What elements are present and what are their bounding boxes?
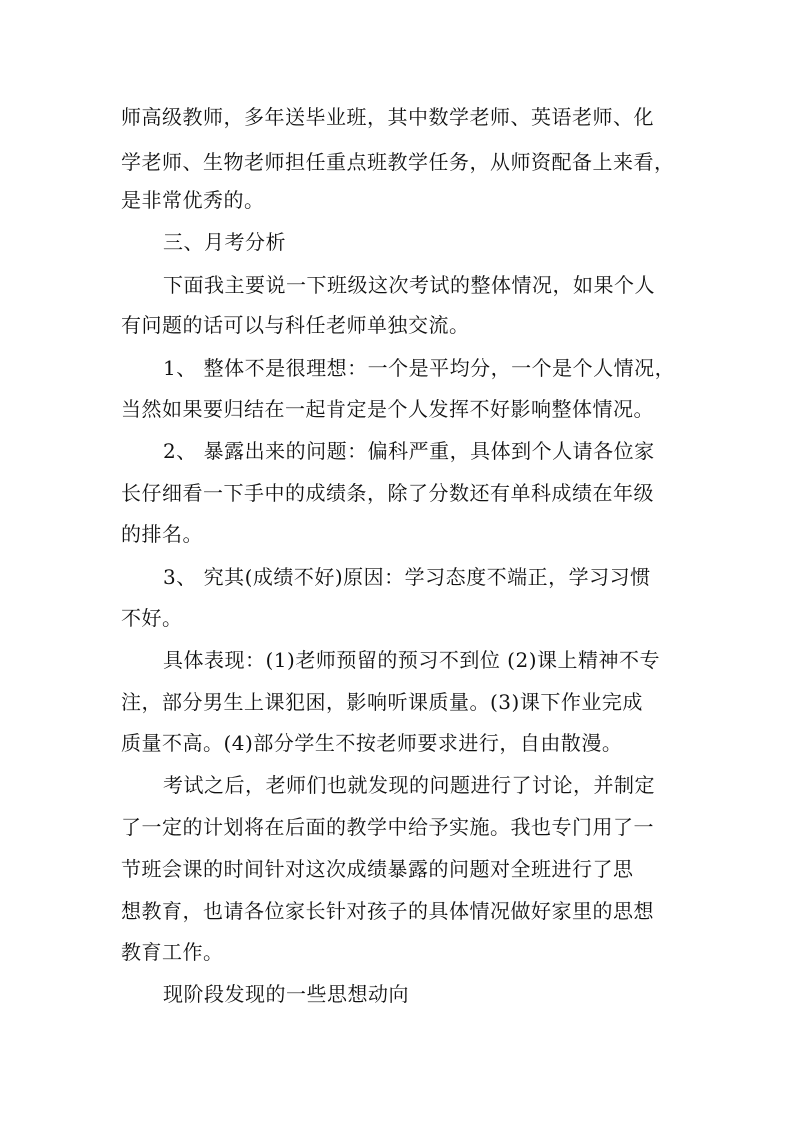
text-line: 长仔细看一下手中的成绩条，除了分数还有单科成绩在年级: [121, 481, 654, 505]
text-line: 注，部分男生上课犯困，影响听课质量。(3)课下作业完成: [121, 690, 643, 714]
list-item: 3、 究其(成绩不好)原因：学习态度不端正，学习习惯: [163, 565, 651, 589]
text-line: 质量不高。(4)部分学生不按老师要求进行，自由散漫。: [121, 731, 623, 755]
list-item: 2、 暴露出来的问题：偏科严重，具体到个人请各位家: [163, 439, 655, 463]
text-line: 学老师、生物老师担任重点班教学任务，从师资配备上来看，: [121, 150, 675, 174]
text-line: 是非常优秀的。: [121, 188, 265, 212]
text-line: 教育工作。: [121, 940, 224, 964]
text-line: 考试之后，老师们也就发现的问题进行了讨论，并制定: [163, 773, 655, 797]
text-line: 不好。: [121, 606, 183, 630]
section-heading: 三、月考分析: [163, 230, 286, 254]
text-line: 现阶段发现的一些思想动向: [163, 982, 409, 1006]
list-item: 1、 整体不是很理想：一个是平均分，一个是个人情况，: [163, 356, 676, 380]
text-line: 具体表现：(1)老师预留的预习不到位 (2)课上精神不专: [163, 648, 661, 672]
text-line: 节班会课的时间针对这次成绩暴露的问题对全班进行了思: [121, 857, 634, 881]
text-line: 想教育，也请各位家长针对孩子的具体情况做好家里的思想: [121, 899, 654, 923]
text-line: 了一定的计划将在后面的教学中给予实施。我也专门用了一: [121, 815, 654, 839]
text-line: 下面我主要说一下班级这次考试的整体情况，如果个人: [163, 273, 655, 297]
text-line: 的排名。: [121, 522, 203, 546]
text-line: 当然如果要归结在一起肯定是个人发挥不好影响整体情况。: [121, 397, 654, 421]
text-line: 师高级教师，多年送毕业班，其中数学老师、英语老师、化: [121, 105, 654, 129]
text-line: 有问题的话可以与科任老师单独交流。: [121, 313, 470, 337]
